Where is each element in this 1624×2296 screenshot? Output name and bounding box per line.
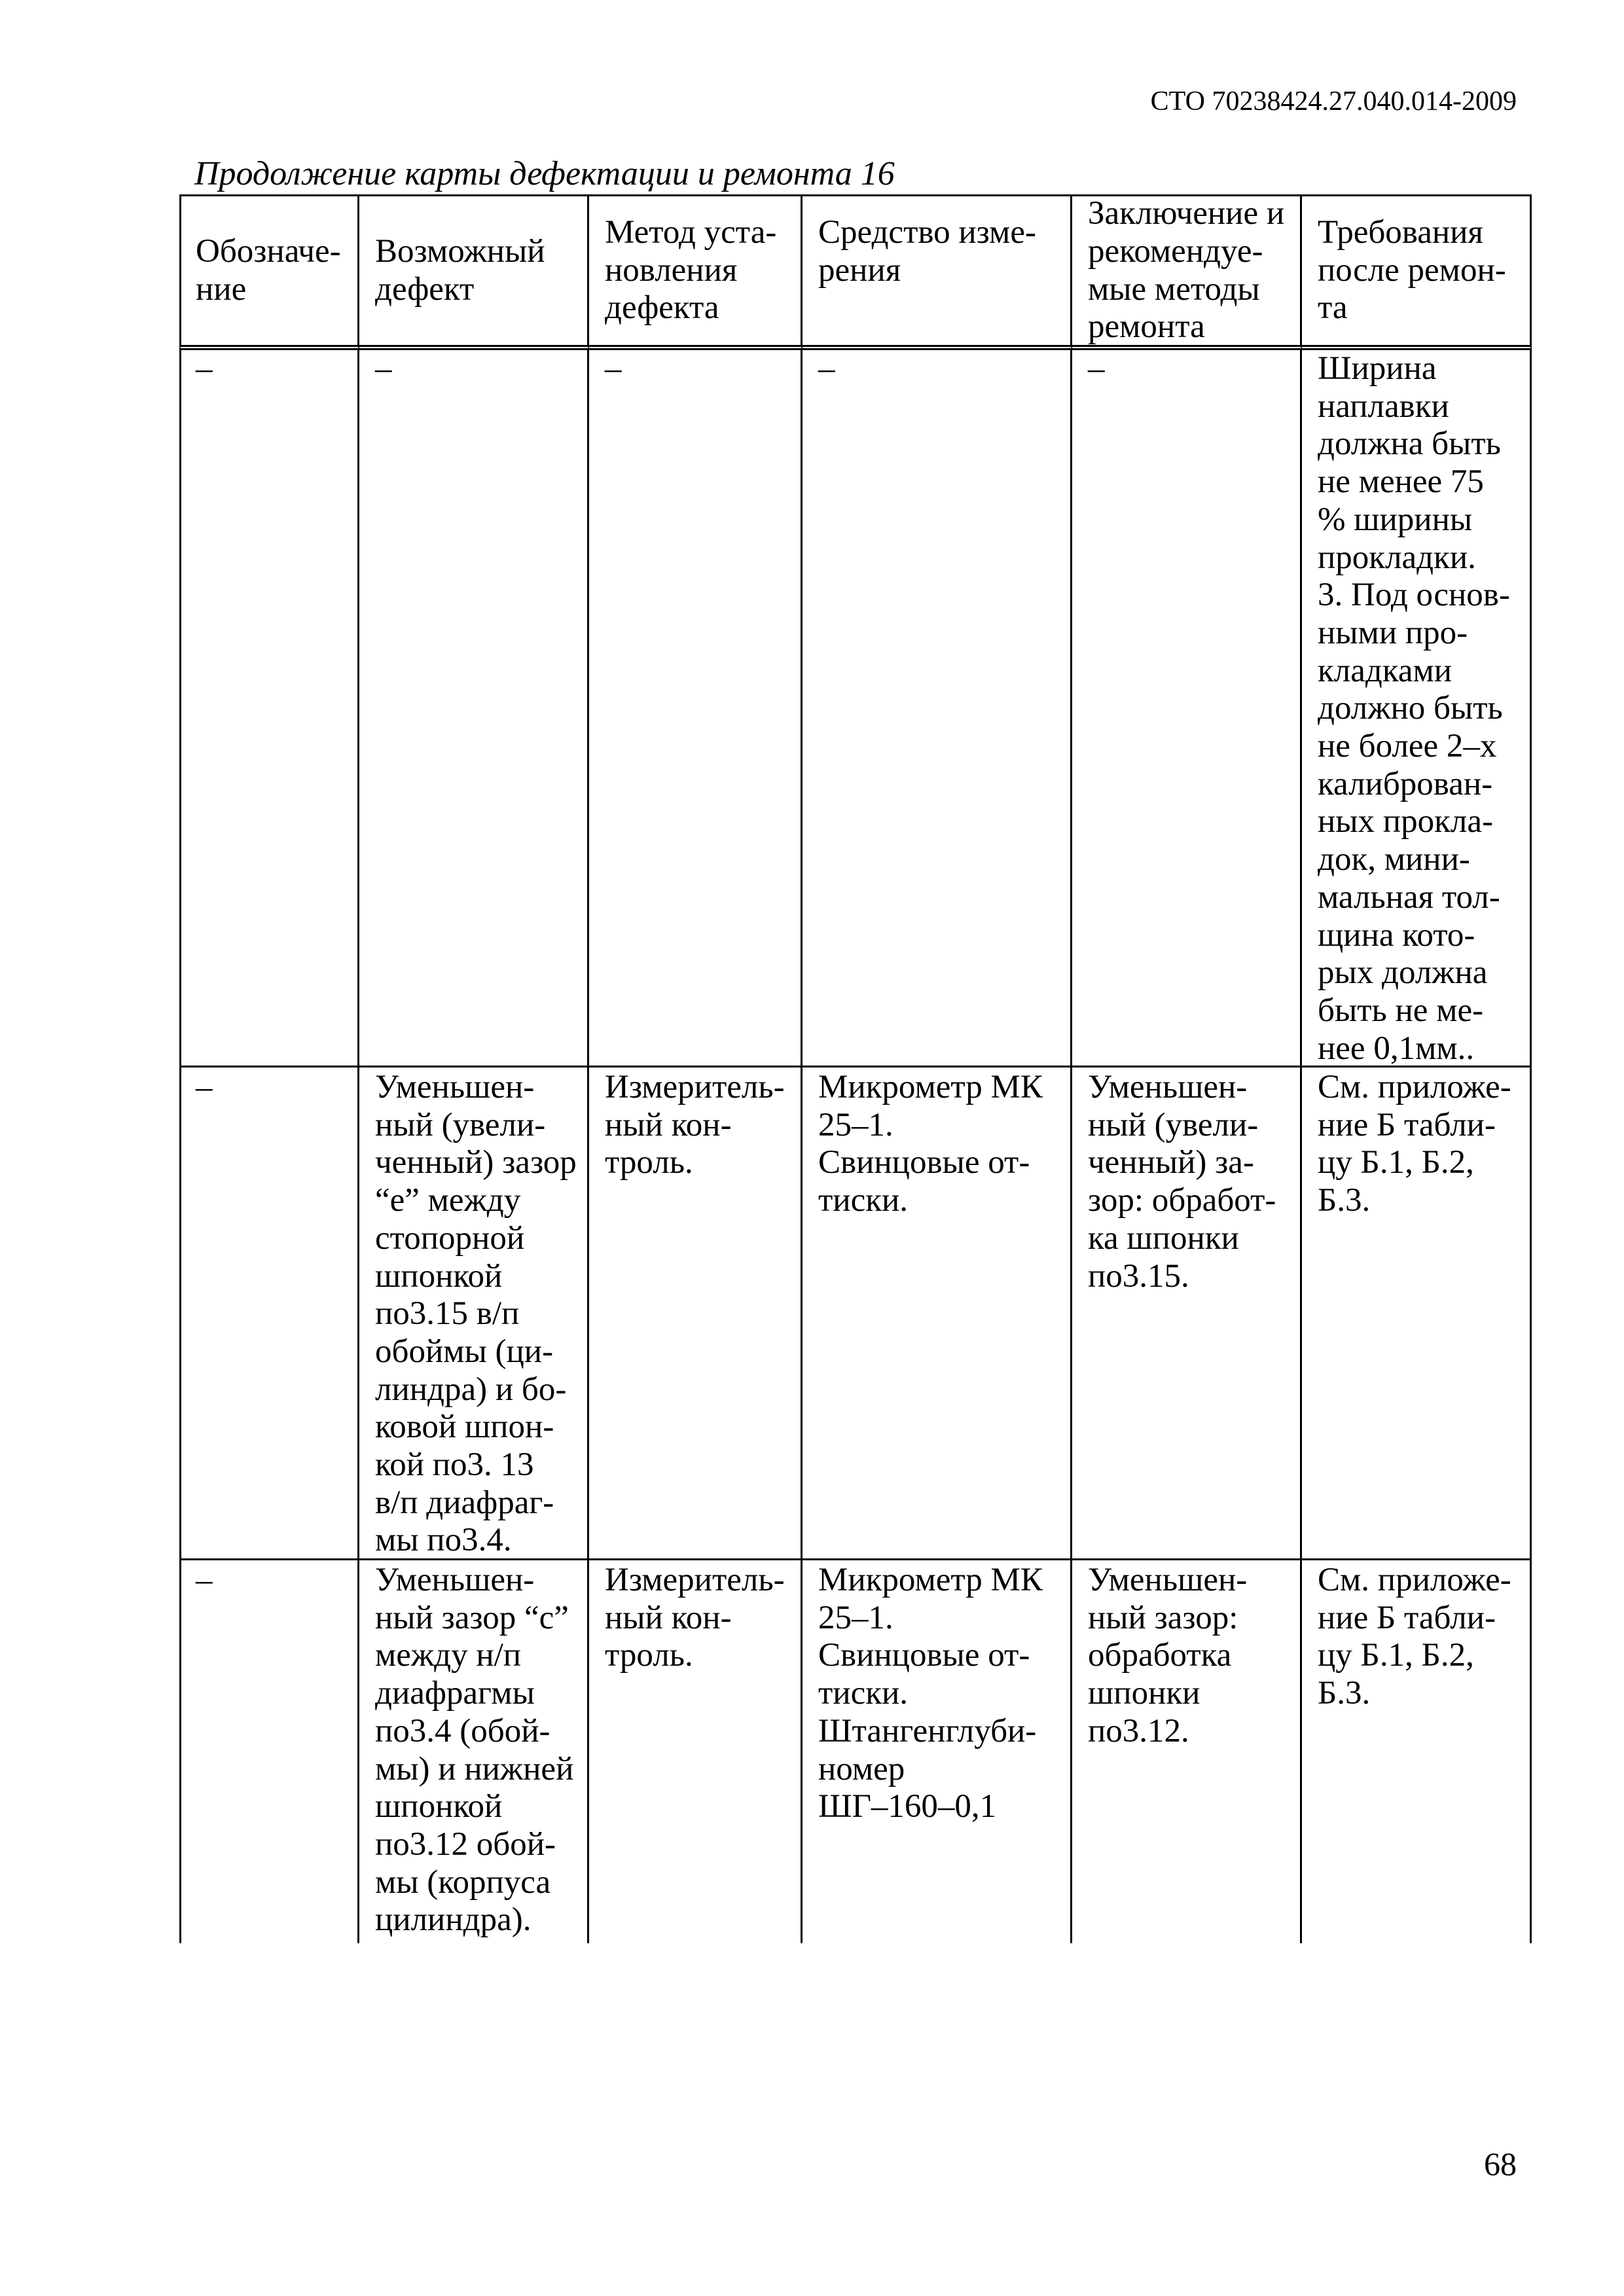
row-3-detection-method: Измеритель- ный кон- троль. xyxy=(589,1560,803,1943)
page-number: 68 xyxy=(1484,2145,1517,2182)
row-2-post-repair-requirements: См. приложе- ние Б табли- цу Б.1, Б.2, Б.3. xyxy=(1302,1067,1532,1560)
table-caption: Продолжение карты дефектации и ремонта 16 xyxy=(194,155,895,192)
header-measuring-instrument: Средство изме- рения xyxy=(803,194,1072,350)
row-1-detection-method: – xyxy=(589,350,803,1067)
header-detection-method: Метод уста- новления дефекта xyxy=(589,194,803,350)
row-2-detection-method: Измеритель- ный кон- троль. xyxy=(589,1067,803,1560)
row-2-conclusion-repair-methods: Уменьшен- ный (увели- ченный) за- зор: обработ- ка шпонки по3.15. xyxy=(1072,1067,1302,1560)
row-1-possible-defect: – xyxy=(359,350,589,1067)
header-conclusion-repair-methods: Заключение и рекомендуе- мые методы ремонта xyxy=(1072,194,1302,350)
row-1-measuring-instrument: – xyxy=(803,350,1072,1067)
row-2-designation: – xyxy=(179,1067,359,1560)
row-2-measuring-instrument: Микрометр МК 25–1. Свинцовые от- тиски. xyxy=(803,1067,1072,1560)
defect-repair-table xyxy=(179,194,1532,1943)
row-2-possible-defect: Уменьшен- ный (увели- ченный) зазор “e” между стопорной шпонкой по3.15 в/п обоймы (ци- линдра) и бо- ковой шпон- кой по3. 13 в/п диафраг- мы по3.4. xyxy=(359,1067,589,1560)
header-possible-defect: Возможный дефект xyxy=(359,194,589,350)
row-3-post-repair-requirements: См. приложе- ние Б табли- цу Б.1, Б.2, Б.3. xyxy=(1302,1560,1532,1943)
row-3-conclusion-repair-methods: Уменьшен- ный зазор: обработка шпонки по3.12. xyxy=(1072,1560,1302,1943)
header-designation: Обозначе- ние xyxy=(179,194,359,350)
row-3-measuring-instrument: Микрометр МК 25–1. Свинцовые от- тиски. Штангенглуби- номер ШГ–160–0,1 xyxy=(803,1560,1072,1943)
header-post-repair-requirements: Требования после ремон- та xyxy=(1302,194,1532,350)
document-code: СТО 70238424.27.040.014-2009 xyxy=(1150,86,1517,117)
row-1-post-repair-requirements: Ширина наплавки должна быть не менее 75 % ширины прокладки. 3. Под основ- ными про- кладками должно быть не более 2–х калиброван- ных прокла- док, мини- мальная тол- щина кото- рых должна быть не ме- нее 0,1мм.. xyxy=(1302,350,1532,1067)
row-3-designation: – xyxy=(179,1560,359,1943)
row-1-designation: – xyxy=(179,350,359,1067)
row-3-possible-defect: Уменьшен- ный зазор “c” между н/п диафрагмы по3.4 (обой- мы) и нижней шпонкой по3.12 обой- мы (корпуса цилиндра). xyxy=(359,1560,589,1943)
row-1-conclusion-repair-methods: – xyxy=(1072,350,1302,1067)
